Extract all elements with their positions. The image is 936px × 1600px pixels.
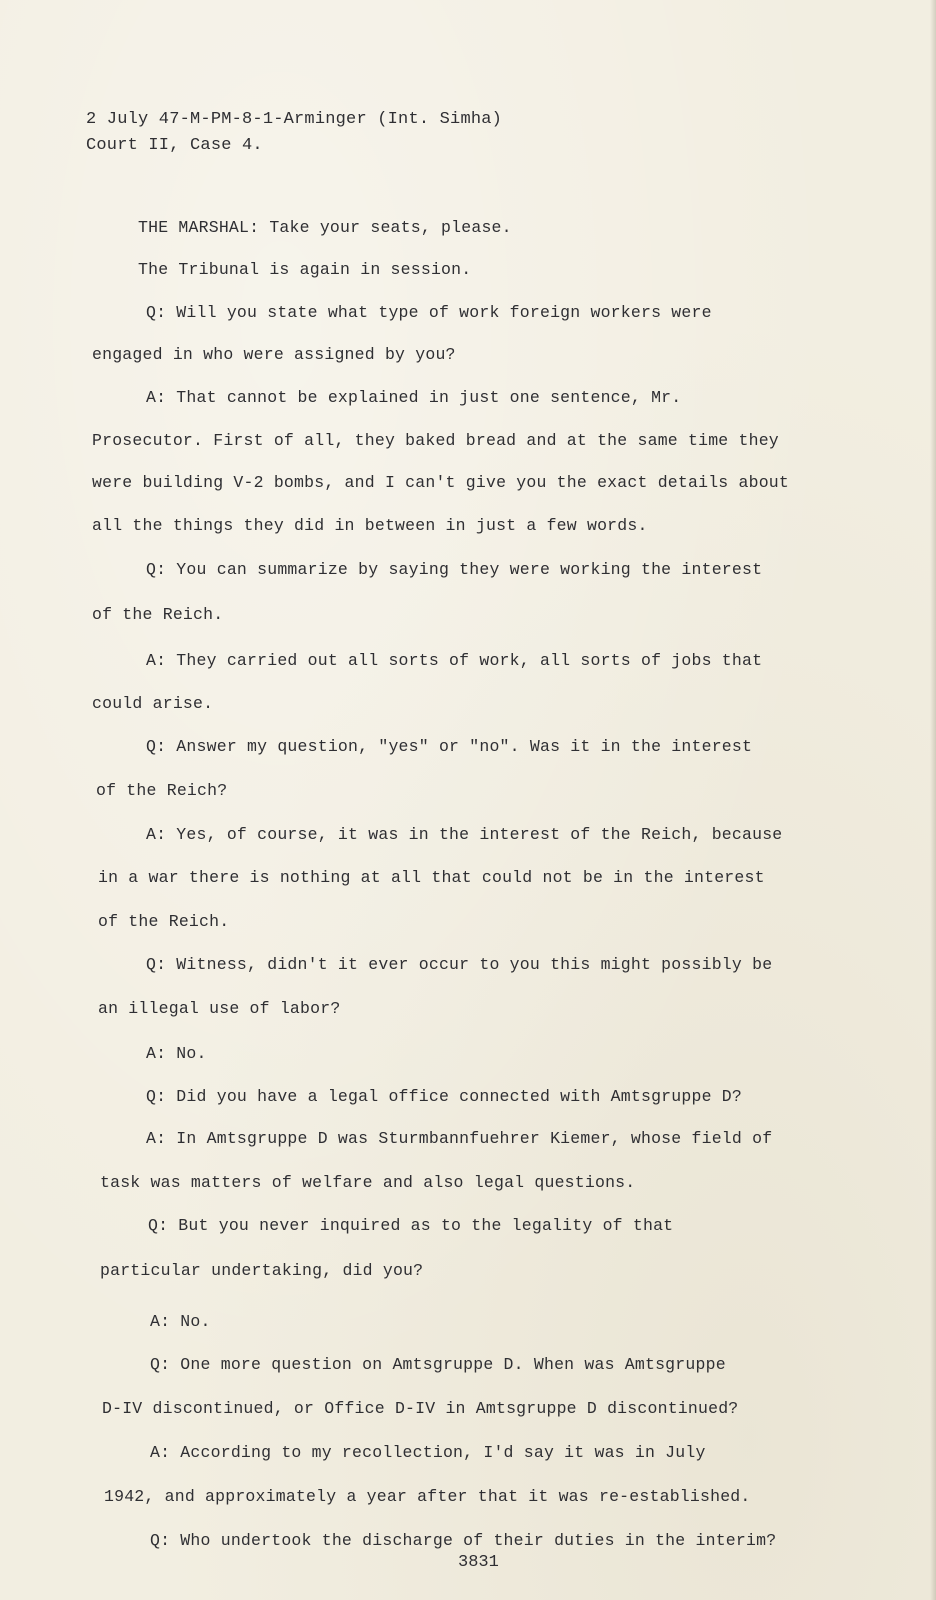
transcript-line: 1942, and approximately a year after that it was re-established. bbox=[104, 1487, 751, 1506]
transcript-line: task was matters of welfare and also legal questions. bbox=[100, 1173, 636, 1192]
transcript-line: all the things they did in between in just a few words. bbox=[92, 516, 648, 535]
transcript-line: A: In Amtsgruppe D was Sturmbannfuehrer Kiemer, whose field of bbox=[146, 1129, 773, 1148]
transcript-line: could arise. bbox=[92, 694, 214, 713]
transcript-line: of the Reich? bbox=[96, 781, 228, 800]
transcript-line: Q: Will you state what type of work foreign workers were bbox=[146, 303, 712, 322]
transcript-line: A: According to my recollection, I'd say it was in July bbox=[150, 1443, 706, 1462]
transcript-line: The Tribunal is again in session. bbox=[138, 260, 472, 279]
header-line-2: Court II, Case 4. bbox=[86, 136, 263, 155]
transcript-line: of the Reich. bbox=[98, 912, 230, 931]
transcript-line: Q: Did you have a legal office connected with Amtsgruppe D? bbox=[146, 1087, 742, 1106]
transcript-line: Q: Answer my question, "yes" or "no". Was it in the interest bbox=[146, 737, 753, 756]
transcript-line: A: Yes, of course, it was in the interest of the Reich, because bbox=[146, 825, 783, 844]
transcript-line: Q: One more question on Amtsgruppe D. When was Amtsgruppe bbox=[150, 1355, 726, 1374]
transcript-line: Q: You can summarize by saying they were working the interest bbox=[146, 560, 763, 579]
transcript-line: A: No. bbox=[146, 1044, 207, 1063]
transcript-line: Q: But you never inquired as to the legality of that bbox=[148, 1216, 674, 1235]
transcript-line: THE MARSHAL: Take your seats, please. bbox=[138, 218, 512, 237]
page-edge-shadow bbox=[930, 0, 936, 1600]
transcript-line: particular undertaking, did you? bbox=[100, 1261, 424, 1280]
transcript-line: A: They carried out all sorts of work, all sorts of jobs that bbox=[146, 651, 763, 670]
transcript-line: were building V-2 bombs, and I can't give you the exact details about bbox=[92, 473, 790, 492]
transcript-line: an illegal use of labor? bbox=[98, 999, 341, 1018]
transcript-line: in a war there is nothing at all that could not be in the interest bbox=[98, 868, 765, 887]
transcript-line: A: No. bbox=[150, 1312, 211, 1331]
transcript-line: engaged in who were assigned by you? bbox=[92, 345, 456, 364]
page-number: 3831 bbox=[458, 1553, 499, 1572]
header-line-1: 2 July 47-M-PM-8-1-Arminger (Int. Simha) bbox=[86, 110, 503, 129]
transcript-line: of the Reich. bbox=[92, 605, 224, 624]
transcript-line: Q: Witness, didn't it ever occur to you this might possibly be bbox=[146, 955, 773, 974]
transcript-line: D-IV discontinued, or Office D-IV in Amtsgruppe D discontinued? bbox=[102, 1399, 739, 1418]
transcript-line: Prosecutor. First of all, they baked bread and at the same time they bbox=[92, 431, 779, 450]
transcript-line: A: That cannot be explained in just one sentence, Mr. bbox=[146, 388, 682, 407]
transcript-line: Q: Who undertook the discharge of their duties in the interim? bbox=[150, 1531, 777, 1550]
